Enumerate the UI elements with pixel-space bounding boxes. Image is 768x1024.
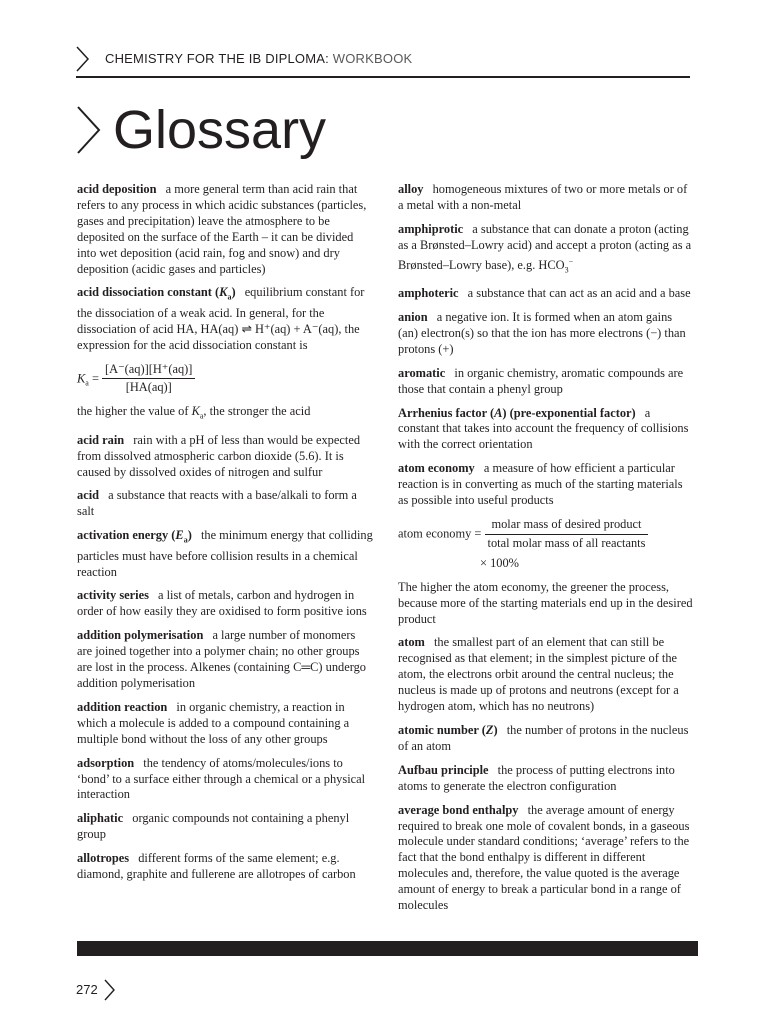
glossary-column-right [398, 182, 694, 922]
glossary-entry [77, 756, 373, 804]
ka-note: the higher the value of $K_a$, the stronger the acid [77, 404, 311, 421]
glossary-definition: organic compounds not containing a phenyl group [77, 811, 350, 842]
header-rule [76, 76, 690, 78]
glossary-entry [77, 528, 373, 580]
glossary-term: anion [398, 310, 428, 325]
glossary-entry [398, 803, 694, 914]
glossary-definition: the process of putting electrons into atoms to generate the electron configuration [398, 762, 675, 793]
glossary-definition: a substance that can donate a proton (acting as a Brønsted–Lowry acid) and accept a proton (acting as a Brønsted–Lowry base), e.g. $HCO_3^-$ [398, 221, 692, 275]
glossary-term: addition polymerisation [77, 628, 204, 643]
glossary-term: activity series [77, 588, 149, 603]
glossary-term: aromatic [398, 365, 446, 380]
glossary-term: alloy [398, 182, 424, 196]
glossary-term: Aufbau principle [398, 762, 489, 777]
glossary-entry [398, 286, 694, 302]
chevron-right-icon [76, 105, 102, 155]
page-heading-text: Glossary [113, 100, 327, 160]
glossary-definition: a substance that reacts with a base/alkali to form a salt [77, 488, 357, 519]
glossary-entry [77, 700, 373, 748]
glossary-definition: the smallest part of an element that can still be recognised as that element; in the simplest picture of the atom, the electrons orbit around the central nucleus; the nucleus is made up of protons and neutrons (except for a hydrogen atom, which has no neutrons) [398, 635, 679, 714]
glossary-term: acid [77, 488, 100, 503]
glossary-term: amphoteric [398, 286, 459, 301]
chevron-right-icon [76, 46, 90, 72]
page-number: 272 [76, 982, 98, 997]
atom-economy-note: The higher the atom economy, the greener the process, because more of the starting materials end up in the desired product [398, 579, 693, 626]
glossary-entry [398, 366, 694, 398]
glossary-definition: equilibrium constant for the dissociation of a weak acid. In general, for the dissociation of acid HA, HA(aq) ⇌ H⁺(aq) + A⁻(aq), the expression for the acid dissociation constant is [77, 285, 365, 352]
glossary-entry [398, 222, 694, 278]
glossary-term: adsorption [77, 755, 135, 770]
glossary-term: average bond enthalpy [398, 802, 519, 817]
glossary-term: addition reaction [77, 699, 168, 714]
glossary-definition: a list of metals, carbon and hydrogen in order of how easily they are oxidised to form positive ions [77, 588, 367, 619]
ka-fraction: $\frac{[A^-(aq)][H^+(aq)]}{[HA(aq)]}$ [102, 362, 195, 397]
glossary-term: aliphatic [77, 811, 124, 826]
footer-bar [77, 941, 698, 956]
glossary-term: acid rain [77, 432, 125, 447]
glossary-entry [77, 851, 373, 883]
glossary-entry [77, 588, 373, 620]
glossary-term: allotropes [77, 851, 130, 866]
glossary-definition: a measure of how efficient a particular reaction is in converting as much of the starting materials as possible into useful products [398, 461, 683, 508]
glossary-entry [77, 488, 373, 520]
glossary-entry [398, 723, 694, 755]
glossary-entry [398, 310, 694, 358]
glossary-entry [77, 285, 373, 353]
glossary-definition: different forms of the same element; e.g. diamond, graphite and fullerene are allotropes of carbon [77, 851, 356, 882]
glossary-term: atom economy [398, 461, 475, 476]
glossary-definition: rain with a pH of less than would be expected from dissolved atmospheric carbon dioxide (5.6). It is caused by dissolved oxides of nitrogen and sulfur [77, 432, 361, 479]
glossary-definition: a negative ion. It is formed when an atom gains (an) electron(s) so that the ion has more electrons (−) than protons (+) [398, 310, 686, 356]
glossary-definition: in organic chemistry, aromatic compounds are those that contain a phenyl group [398, 365, 684, 396]
glossary-definition: the number of protons in the nucleus of an atom [398, 722, 689, 753]
glossary-entry [77, 182, 373, 277]
glossary-definition: a large number of monomers are joined together into a polymer chain; no other groups are lost in the process. Alkenes (containing C═C) undergo addition polymerisation [77, 628, 367, 690]
glossary-definition: the tendency of atoms/molecules/ions to ‘bond’ to a surface either through a chemical or a physical interaction [77, 755, 366, 802]
glossary-term: acid dissociation constant $(K_a)$ [77, 285, 236, 302]
glossary-term: amphiprotic [398, 221, 464, 236]
glossary-definition: a substance that can act as an acid and a base [467, 286, 691, 301]
glossary-term: atomic number (Z) [398, 722, 498, 737]
glossary-entry [398, 763, 694, 795]
atom-economy-multiplier: × 100% [480, 555, 519, 570]
glossary-term: atom [398, 635, 425, 650]
glossary-definition: the minimum energy that colliding particles must have before collision results in a chemical reaction [77, 528, 373, 579]
glossary-definition: homogeneous mixtures of two or more metals or of a metal with a non-metal [398, 182, 688, 212]
glossary-term: acid deposition [77, 182, 157, 196]
chevron-right-icon [104, 979, 116, 1001]
glossary-column-left [77, 182, 373, 891]
glossary-definition: in organic chemistry, a reaction in which a molecule is added to a compound containing a multiple bond without the loss of any other groups [77, 699, 350, 746]
book-title [105, 51, 412, 66]
glossary-entry [398, 182, 694, 214]
glossary-definition: the average amount of energy required to break one mole of covalent bonds, in a gaseous molecule under standard conditions; ‘average’ refers to the fact that the bond enthalpy is different in different molecules and, therefore, the value quoted is the average amount of energy to break a particular bond in a range of molecules [398, 802, 690, 913]
atom-economy-formula: atom economy = $\frac{\text{molar mass of desired product}}{\text{total molar mass of all reactants}}$ × 100% [398, 517, 694, 572]
glossary-definition: a constant that takes into account the frequency of collisions with the correct orientation [398, 405, 689, 452]
glossary-entry [77, 433, 373, 481]
glossary-entry [77, 628, 373, 692]
running-head [76, 44, 690, 74]
glossary-entry [398, 635, 694, 715]
glossary-entry [398, 406, 694, 454]
glossary-term: Arrhenius factor (A) (pre-exponential factor) [398, 405, 636, 420]
book-title-subtitle: WORKBOOK [332, 51, 413, 66]
atom-economy-fraction: $\frac{\text{molar mass of desired product}}{\text{total molar mass of all reactants}}$ [485, 517, 649, 552]
glossary-term: activation energy $(E_a)$ [77, 528, 192, 545]
glossary-definition: a more general term than acid rain that refers to any process in which acidic substances (particles, gases and precipitation) leave the atmosphere to be deposited on the surface of the Earth – it can be divided into wet deposition (acid rain, fog and snow) and dry deposition (acidic gases and particles) [77, 182, 367, 276]
glossary-entry [398, 461, 694, 509]
book-title-main: CHEMISTRY FOR THE IB DIPLOMA: [105, 51, 329, 66]
ka-formula: $K_a$ = $\frac{[A^-(aq)][H^+(aq)]}{[HA(aq)]}$ [77, 362, 373, 397]
glossary-entry [77, 811, 373, 843]
